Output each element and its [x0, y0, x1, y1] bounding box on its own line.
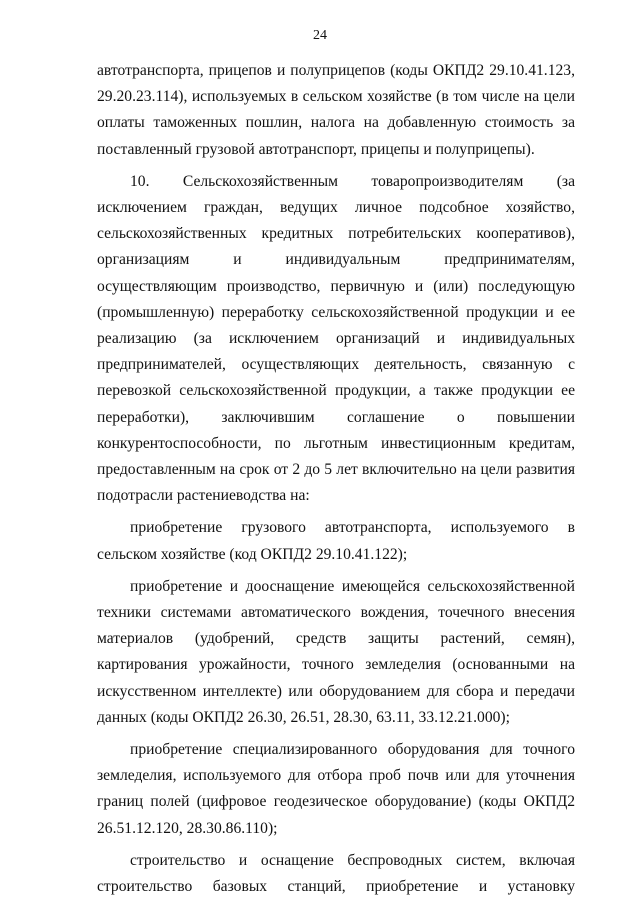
- paragraph-continuation: автотранспорта, прицепов и полуприцепов (коды ОКПД2 29.10.41.123, 29.20.23.114), используемых в сельском хозяйстве (в том числе на цели оплаты таможенных пошлин, налога на добавленную стоимость за поставленный грузовой автотранспорт, прицепы и полуприцепы).: [97, 62, 575, 158]
- page-number: 24: [313, 28, 327, 43]
- paragraph-freight-transport: приобретение грузового автотранспорта, используемого в сельском хозяйстве (код ОКПД2 29.10.41.122);: [97, 519, 575, 563]
- document-body: [97, 58, 575, 900]
- paragraph-precision-equipment: приобретение специализированного оборудования для точного земледелия, используемого для отбора проб почв или для уточнения границ полей (цифровое геодезическое оборудование) (коды ОКПД2 26.51.12.120, 28.30.86.110);: [97, 741, 575, 837]
- paragraph-agri-machinery: приобретение и дооснащение имеющейся сельскохозяйственной техники системами автоматического вождения, точечного внесения материалов (удобрений, средств защиты растений, семян), картирования урожайности, точного земледелия (основанными на искусственном интеллекте) или оборудованием для сбора и передачи данных (коды ОКПД2 26.30, 26.51, 28.30, 63.11, 33.12.21.000);: [97, 577, 575, 726]
- paragraph-wireless-systems: строительство и оснащение беспроводных систем, включая строительство базовых станций, приобретение и установку: [97, 851, 575, 896]
- paragraph-item-10: 10. Сельскохозяйственным товаропроизводителям (за исключением граждан, ведущих личное подсобное хозяйство, сельскохозяйственных кредитных потребительских кооперативов), организациям и индивидуальным предпринимателям, осуществляющим производство, первичную и (или) последующую (промышленную) переработку сельскохозяйственной продукции и ее реализацию (за исключением организаций и индивидуальных предпринимателей, осуществляющих деятельность, связанную с перевозкой сельскохозяйственной продукции, а также продукции ее переработки), заключившим соглашение о повышении конкурентоспособности, по льготным инвестиционным кредитам, предоставленным на срок от 2 до 5 лет включительно на цели развития подотрасли растениеводства на:: [97, 172, 575, 505]
